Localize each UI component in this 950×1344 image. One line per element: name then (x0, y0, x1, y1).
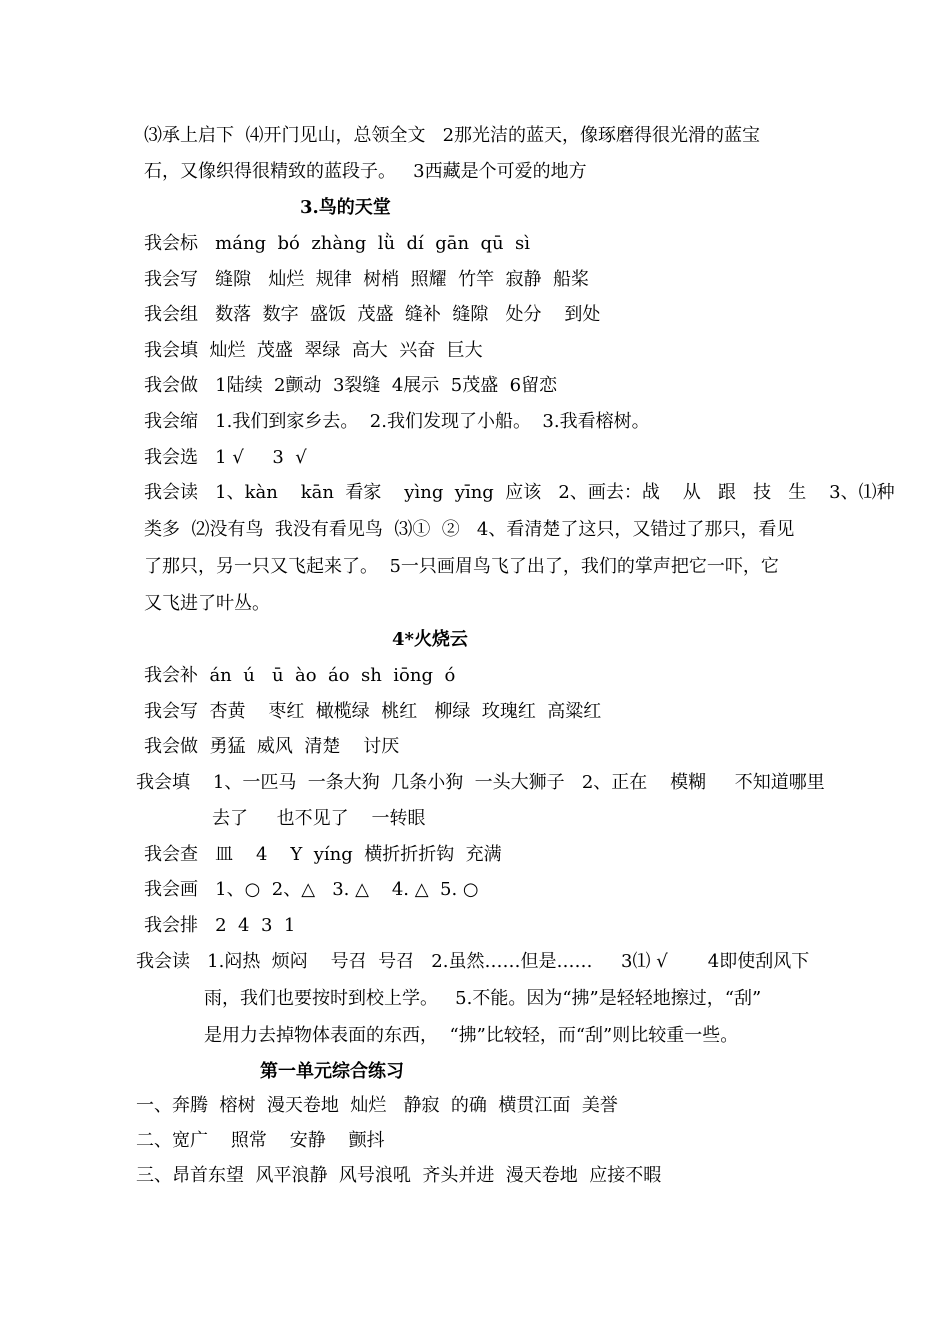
text-line: 我会选 1 √ 3 √ (144, 447, 307, 468)
text-line: 我会写 杏黄 枣红 橄榄绿 桃红 柳绿 玫瑰红 高粱红 (144, 701, 602, 722)
text-line: 去了 也不见了 一转眼 (212, 808, 426, 829)
text-line: 我会排 2 4 3 1 (144, 915, 296, 936)
text-line: 了那只，另一只又飞起来了。 5一只画眉鸟飞了出了，我们的掌声把它一吓，它 (144, 556, 779, 577)
lesson-title: 4*火烧云 (392, 629, 468, 650)
text-line: 类多 ⑵没有鸟 我没有看见鸟 ⑶① ② 4、看清楚了这只，又错过了那只，看见 (144, 519, 795, 540)
text-line: 我会查 皿 4 Y yíng 横折折折钩 充满 (144, 844, 502, 865)
unit-title: 第一单元综合练习 (260, 1061, 404, 1082)
text-line: 石，又像织得很精致的蓝段子。 3西藏是个可爱的地方 (144, 161, 587, 182)
text-line: 我会填 1、一匹马 一条大狗 几条小狗 一头大狮子 2、正在 模糊 不知道哪里 (136, 772, 825, 793)
text-line: 我会做 勇猛 威风 清楚 讨厌 (144, 736, 400, 757)
text-line: 我会标 máng bó zhàng lǜ dí gān qū sì (144, 233, 531, 254)
text-line: 一、奔腾 榕树 漫天卷地 灿烂 静寂 的确 横贯江面 美誉 (136, 1095, 618, 1116)
text-line: 是用力去掉物体表面的东西， “拂”比较轻，而“刮”则比较重一些。 (204, 1025, 739, 1046)
text-line: 三、昂首东望 风平浪静 风号浪吼 齐头并进 漫天卷地 应接不暇 (136, 1165, 662, 1186)
text-line: 我会读 1、kàn kān 看家 yìng yīng 应该 2、画去：战 从 跟 技 生 3、⑴种 (144, 482, 895, 503)
text-line: 又飞进了叶丛。 (144, 593, 270, 614)
text-line: 我会填 灿烂 茂盛 翠绿 高大 兴奋 巨大 (144, 340, 483, 361)
text-line: 二、宽广 照常 安静 颤抖 (136, 1130, 385, 1151)
lesson-title: 3.鸟的天堂 (300, 197, 391, 218)
text-line: 我会补 án ú ū ào áo sh iōng ó (144, 665, 456, 686)
text-line: 雨，我们也要按时到校上学。 5.不能。因为“拂”是轻轻地擦过，“刮” (204, 988, 762, 1009)
text-line: 我会写 缝隙 灿烂 规律 树梢 照耀 竹竿 寂静 船桨 (144, 269, 589, 290)
text-line: 我会画 1、○ 2、△ 3. △ 4. △ 5. ○ (144, 879, 479, 900)
text-line: 我会读 1.闷热 烦闷 号召 号召 2.虽然……但是…… 3⑴ √ 4即使刮风下 (136, 951, 810, 972)
text-line: 我会做 1陆续 2颤动 3裂缝 4展示 5茂盛 6留恋 (144, 375, 558, 396)
text-line: ⑶承上启下 ⑷开门见山，总领全文 2那光洁的蓝天，像琢磨得很光滑的蓝宝 (144, 125, 761, 146)
text-line: 我会组 数落 数字 盛饭 茂盛 缝补 缝隙 处分 到处 (144, 304, 601, 325)
text-line: 我会缩 1.我们到家乡去。 2.我们发现了小船。 3.我看榕树。 (144, 411, 650, 432)
